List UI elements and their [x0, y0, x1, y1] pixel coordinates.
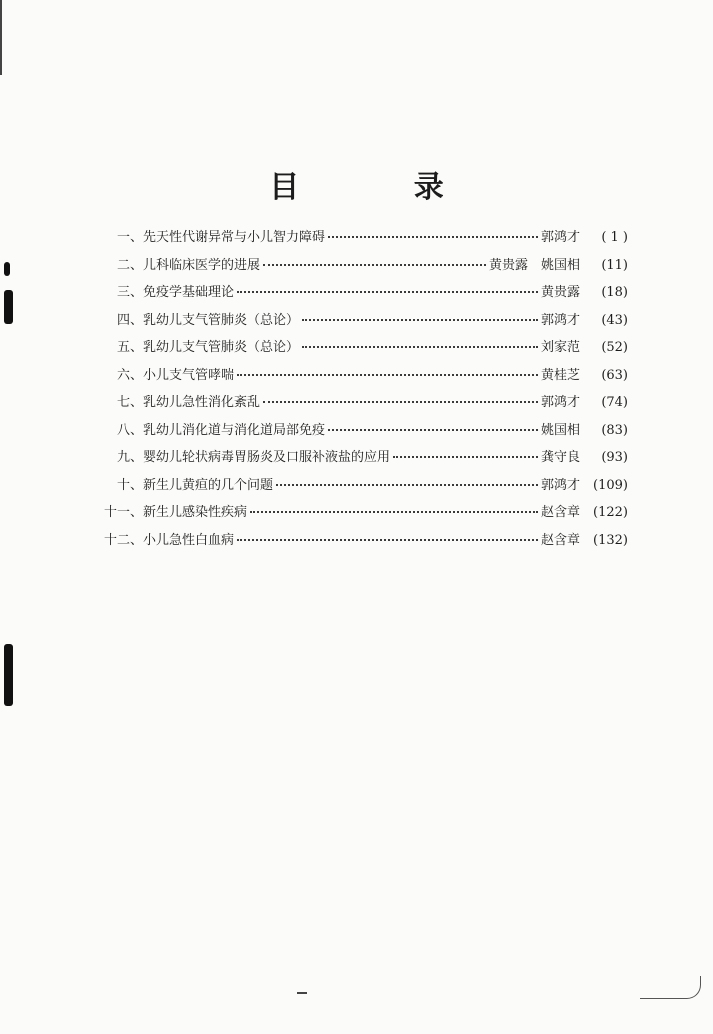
toc-entry-title: 小儿支气管哮喘 — [143, 367, 235, 383]
toc-entry — [98, 226, 628, 254]
toc-entry-title: 儿科临床医学的进展 — [143, 257, 261, 273]
toc-entry-author: 龚守良 — [540, 450, 580, 465]
toc-entry-page: (109) — [593, 477, 628, 493]
bottom-dash — [297, 992, 307, 994]
toc-entry-author: 黄桂芝 — [540, 367, 580, 383]
toc-entry-title: 新生儿感染性疾病 — [143, 505, 248, 520]
toc-entry-page: (63) — [601, 367, 628, 383]
toc-dot-leader — [237, 538, 538, 541]
toc-entry-title: 乳幼儿消化道与消化道局部免疫 — [143, 422, 326, 438]
toc-entry-page: (83) — [601, 422, 628, 438]
toc-entry-author: 郭鸿才 — [540, 312, 580, 328]
toc-entry-title: 乳幼儿支气管肺炎（总论） — [143, 340, 300, 355]
toc-entry-page: (11) — [601, 257, 628, 273]
binding-mark-upper-2 — [4, 290, 13, 324]
toc-entry — [98, 501, 628, 529]
toc-entry-number: 十、 — [116, 477, 143, 493]
toc-entry-author: 赵含章 — [540, 505, 580, 520]
toc-dot-leader — [237, 373, 538, 376]
toc-entry — [98, 254, 628, 282]
toc-entry — [98, 281, 628, 309]
toc-dot-leader — [263, 400, 538, 403]
toc-entry — [98, 309, 628, 337]
toc-entry — [98, 364, 628, 392]
toc-entry — [98, 336, 628, 364]
toc-entry-author: 刘家范 — [540, 340, 580, 355]
toc-entry-title: 乳幼儿急性消化紊乱 — [143, 395, 261, 410]
toc-entry-number: 六、 — [116, 367, 143, 383]
table-of-contents — [98, 226, 628, 556]
toc-entry-page: (52) — [601, 340, 628, 355]
page-edge-line — [0, 0, 2, 75]
toc-entry-title: 乳幼儿支气管肺炎（总论） — [143, 312, 300, 328]
page-corner-curl — [640, 976, 701, 999]
toc-dot-leader — [328, 235, 538, 238]
toc-entry-title: 新生儿黄疸的几个问题 — [143, 477, 274, 493]
toc-entry-page: ( 1 ) — [601, 230, 628, 245]
toc-entry-author: 姚国相 — [540, 422, 580, 438]
toc-entry-author: 郭鸿才 — [540, 477, 580, 493]
toc-entry-number: 四、 — [116, 312, 143, 328]
toc-entry — [98, 446, 628, 474]
toc-dot-leader — [302, 318, 538, 321]
toc-entry-number: 五、 — [116, 340, 143, 355]
toc-entry-page: (74) — [601, 395, 628, 410]
binding-mark-upper — [4, 262, 10, 276]
toc-dot-leader — [250, 510, 538, 513]
toc-entry-author: 黄贵露 — [540, 285, 580, 300]
toc-entry-author: 赵含章 — [540, 532, 580, 548]
toc-entry-page: (132) — [593, 532, 628, 548]
toc-entry-author: 郭鸿才 — [540, 230, 580, 245]
toc-dot-leader — [263, 263, 486, 266]
toc-entry-page: (18) — [601, 285, 628, 300]
toc-entry — [98, 474, 628, 502]
toc-entry-number: 七、 — [116, 395, 143, 410]
toc-entry — [98, 529, 628, 557]
toc-entry-number: 十一、 — [103, 505, 143, 520]
binding-mark-lower — [4, 644, 13, 706]
toc-entry-title: 婴幼儿轮状病毒胃肠炎及口服补液盐的应用 — [143, 450, 391, 465]
toc-entry-number: 十二、 — [103, 532, 143, 548]
toc-dot-leader — [237, 290, 538, 293]
toc-entry-number: 二、 — [116, 257, 143, 273]
page-title: 目 录 — [269, 170, 496, 206]
toc-entry — [98, 419, 628, 447]
toc-entry-number: 一、 — [116, 230, 143, 245]
toc-dot-leader — [302, 345, 538, 348]
toc-entry-number: 九、 — [116, 450, 143, 465]
toc-dot-leader — [328, 428, 538, 431]
toc-entry-number: 三、 — [116, 285, 143, 300]
toc-entry-page: (122) — [593, 505, 628, 520]
toc-entry-title: 小儿急性白血病 — [143, 532, 235, 548]
toc-entry-number: 八、 — [116, 422, 143, 438]
toc-entry-page: (43) — [601, 312, 628, 328]
toc-dot-leader — [393, 455, 538, 458]
toc-entry-author: 郭鸿才 — [540, 395, 580, 410]
toc-entry-author: 黄贵露 姚国相 — [488, 257, 580, 273]
toc-entry-page: (93) — [601, 450, 628, 465]
toc-entry-title: 先天性代谢异常与小儿智力障碍 — [143, 230, 326, 245]
toc-entry — [98, 391, 628, 419]
toc-entry-title: 免疫学基础理论 — [143, 285, 235, 300]
toc-dot-leader — [276, 483, 538, 486]
